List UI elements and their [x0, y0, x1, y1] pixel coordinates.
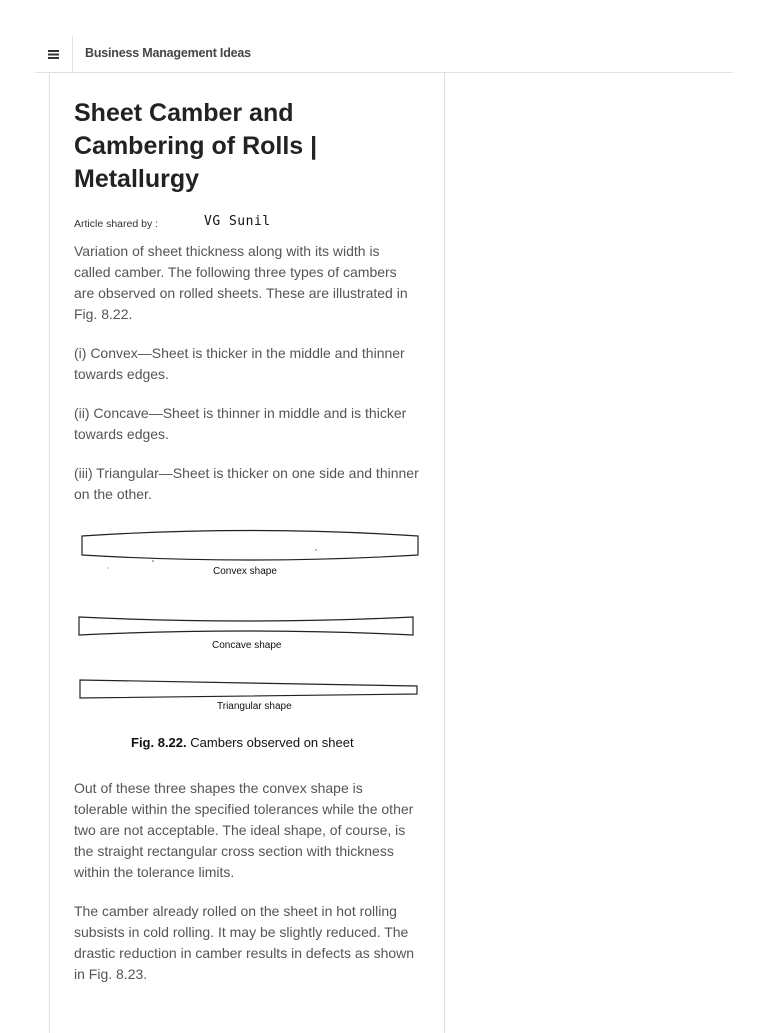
- site-name-link[interactable]: Business Management Ideas: [85, 46, 251, 60]
- paragraph-intro: Variation of sheet thickness along with its width is called camber. The following three types of cambers are observed on rolled sheets. These are illustrated in Fig. 8.22.: [74, 243, 408, 322]
- figure-caption: [131, 735, 354, 750]
- article-card: [49, 73, 445, 1033]
- byline-label: Article shared by :: [74, 218, 159, 230]
- figure-caption-number: Fig. 8.22.: [131, 735, 187, 750]
- paragraph-tolerance: Out of these three shapes the convex shape is tolerable within the specified tolerances while the other two are not acceptable. The ideal shape, of course, is the straight rectangular cross section with thickness within the tolerance limits.: [74, 780, 414, 880]
- byline: [74, 214, 420, 232]
- convex-label: Convex shape: [213, 566, 277, 577]
- triangular-label: Triangular shape: [217, 701, 292, 712]
- paragraph-convex: (i) Convex—Sheet is thicker in the middle and thinner towards edges.: [74, 345, 405, 382]
- figure-caption-text: Cambers observed on sheet: [190, 735, 354, 750]
- concave-shape: [79, 617, 413, 635]
- triangular-shape: [80, 680, 417, 698]
- paragraph-cold-rolling: The camber already rolled on the sheet in hot rolling subsists in cold rolling. It may be slightly reduced. The drastic reduction in camber results in defects as shown in Fig. 8.23.: [74, 903, 415, 982]
- paragraph-triangular: (iii) Triangular—Sheet is thicker on one side and thinner on the other.: [74, 465, 419, 502]
- camber-diagram: [74, 527, 420, 727]
- menu-button[interactable]: [35, 36, 73, 72]
- camber-figure: [74, 527, 420, 757]
- convex-shape: [82, 531, 418, 561]
- hamburger-icon: [48, 49, 59, 59]
- article-title: Sheet Camber and Cambering of Rolls | Metallurgy: [74, 99, 318, 193]
- concave-label: Concave shape: [212, 640, 282, 651]
- top-bar: [35, 36, 733, 73]
- paragraph-concave: (ii) Concave—Sheet is thinner in middle and is thicker towards edges.: [74, 405, 407, 442]
- article-content: [74, 97, 420, 985]
- author-name[interactable]: VG Sunil: [204, 214, 271, 229]
